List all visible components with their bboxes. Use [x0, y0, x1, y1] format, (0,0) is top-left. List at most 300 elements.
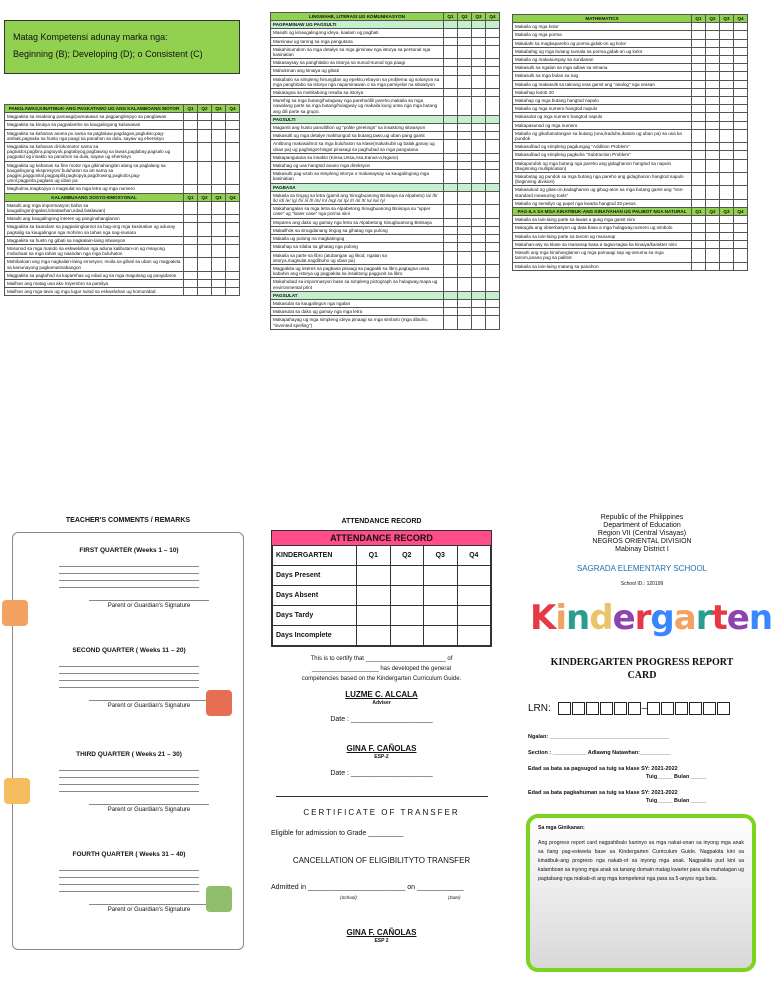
grade-cell[interactable]	[444, 89, 458, 97]
grade-cell[interactable]	[692, 129, 706, 142]
grade-cell[interactable]	[692, 199, 706, 207]
grade-cell[interactable]	[198, 121, 212, 129]
grade-cell[interactable]	[212, 121, 226, 129]
grade-cell[interactable]	[458, 308, 472, 316]
grade-cell[interactable]	[458, 89, 472, 97]
grade-cell[interactable]	[486, 264, 500, 277]
grade-cell[interactable]	[444, 218, 458, 226]
grade-cell[interactable]	[226, 236, 240, 244]
grade-cell[interactable]	[472, 162, 486, 170]
remark-line[interactable]	[59, 574, 199, 581]
grade-cell[interactable]	[444, 243, 458, 251]
grade-cell[interactable]	[472, 170, 486, 183]
grade-cell[interactable]	[212, 258, 226, 271]
grade-cell[interactable]	[720, 80, 734, 88]
grade-cell[interactable]	[198, 215, 212, 223]
grade-cell[interactable]	[720, 186, 734, 199]
grade-cell[interactable]	[472, 153, 486, 161]
grade-cell[interactable]	[486, 140, 500, 153]
grade-cell[interactable]	[444, 37, 458, 45]
grade-cell[interactable]	[444, 226, 458, 234]
grade-cell[interactable]	[720, 199, 734, 207]
grade-cell[interactable]	[444, 278, 458, 291]
remark-line[interactable]	[59, 885, 199, 892]
grade-cell[interactable]	[212, 245, 226, 258]
grade-cell[interactable]	[706, 159, 720, 172]
grade-cell[interactable]	[226, 288, 240, 296]
grade-cell[interactable]	[486, 75, 500, 88]
grade-cell[interactable]	[444, 251, 458, 264]
grade-cell[interactable]	[720, 216, 734, 224]
grade-cell[interactable]	[212, 143, 226, 162]
grade-cell[interactable]	[692, 47, 706, 55]
attendance-cell[interactable]	[457, 566, 491, 586]
grade-cell[interactable]	[720, 97, 734, 105]
grade-cell[interactable]	[198, 271, 212, 279]
grade-cell[interactable]	[458, 170, 472, 183]
grade-cell[interactable]	[472, 124, 486, 132]
remark-line[interactable]	[59, 667, 199, 674]
grade-cell[interactable]	[720, 47, 734, 55]
grade-cell[interactable]	[198, 223, 212, 236]
grade-cell[interactable]	[212, 113, 226, 121]
grade-cell[interactable]	[692, 232, 706, 240]
grade-cell[interactable]	[486, 235, 500, 243]
grade-cell[interactable]	[444, 316, 458, 329]
grade-cell[interactable]	[692, 173, 706, 186]
eligible-grade-field[interactable]: Eligible for admission to Grade _________	[271, 830, 404, 837]
grade-cell[interactable]	[734, 129, 748, 142]
grade-cell[interactable]	[720, 159, 734, 172]
grade-cell[interactable]	[734, 159, 748, 172]
grade-cell[interactable]	[472, 132, 486, 140]
guardian-signature-2[interactable]: Parent or Guardian's Signature	[89, 700, 209, 709]
grade-cell[interactable]	[486, 37, 500, 45]
grade-cell[interactable]	[692, 88, 706, 96]
remark-line[interactable]	[59, 681, 199, 688]
grade-cell[interactable]	[692, 186, 706, 199]
attendance-cell[interactable]	[357, 606, 391, 626]
grade-cell[interactable]	[444, 153, 458, 161]
grade-cell[interactable]	[706, 249, 720, 262]
grade-cell[interactable]	[184, 215, 198, 223]
grade-cell[interactable]	[472, 308, 486, 316]
remark-line[interactable]	[59, 878, 199, 885]
grade-cell[interactable]	[472, 97, 486, 116]
grade-cell[interactable]	[486, 316, 500, 329]
grade-cell[interactable]	[458, 226, 472, 234]
grade-cell[interactable]	[734, 39, 748, 47]
grade-cell[interactable]	[706, 121, 720, 129]
grade-cell[interactable]	[472, 235, 486, 243]
attendance-cell[interactable]	[457, 586, 491, 606]
grade-cell[interactable]	[184, 236, 198, 244]
grade-cell[interactable]	[720, 129, 734, 142]
grade-cell[interactable]	[198, 280, 212, 288]
grade-cell[interactable]	[486, 218, 500, 226]
grade-cell[interactable]	[212, 129, 226, 142]
grade-cell[interactable]	[472, 191, 486, 204]
grade-cell[interactable]	[720, 151, 734, 159]
grade-cell[interactable]	[720, 240, 734, 248]
grade-cell[interactable]	[444, 235, 458, 243]
grade-cell[interactable]	[458, 124, 472, 132]
grade-cell[interactable]	[486, 124, 500, 132]
grade-cell[interactable]	[486, 170, 500, 183]
grade-cell[interactable]	[692, 97, 706, 105]
grade-cell[interactable]	[444, 299, 458, 307]
grade-cell[interactable]	[706, 80, 720, 88]
esp-date[interactable]: Date : _____________________	[330, 770, 433, 777]
grade-cell[interactable]	[226, 223, 240, 236]
grade-cell[interactable]	[720, 23, 734, 31]
grade-cell[interactable]	[706, 88, 720, 96]
grade-cell[interactable]	[212, 223, 226, 236]
grade-cell[interactable]	[734, 47, 748, 55]
grade-cell[interactable]	[198, 143, 212, 162]
grade-cell[interactable]	[692, 72, 706, 80]
grade-cell[interactable]	[226, 258, 240, 271]
grade-cell[interactable]	[692, 151, 706, 159]
grade-cell[interactable]	[706, 151, 720, 159]
remark-line[interactable]	[59, 871, 199, 878]
grade-cell[interactable]	[706, 129, 720, 142]
grade-cell[interactable]	[444, 59, 458, 67]
guardian-signature-1[interactable]: Parent or Guardian's Signature	[89, 600, 209, 609]
grade-cell[interactable]	[706, 143, 720, 151]
grade-cell[interactable]	[720, 173, 734, 186]
grade-cell[interactable]	[720, 88, 734, 96]
grade-cell[interactable]	[184, 223, 198, 236]
grade-cell[interactable]	[734, 31, 748, 39]
grade-cell[interactable]	[458, 278, 472, 291]
grade-cell[interactable]	[706, 186, 720, 199]
grade-cell[interactable]	[734, 151, 748, 159]
grade-cell[interactable]	[444, 45, 458, 58]
grade-cell[interactable]	[444, 264, 458, 277]
grade-cell[interactable]	[486, 153, 500, 161]
grade-cell[interactable]	[226, 215, 240, 223]
grade-cell[interactable]	[734, 249, 748, 262]
grade-cell[interactable]	[226, 143, 240, 162]
grade-cell[interactable]	[212, 236, 226, 244]
grade-cell[interactable]	[458, 67, 472, 75]
grade-cell[interactable]	[486, 45, 500, 58]
grade-cell[interactable]	[458, 29, 472, 37]
grade-cell[interactable]	[692, 64, 706, 72]
grade-cell[interactable]	[706, 97, 720, 105]
grade-cell[interactable]	[444, 191, 458, 204]
attendance-cell[interactable]	[390, 606, 424, 626]
grade-cell[interactable]	[212, 201, 226, 214]
grade-cell[interactable]	[692, 121, 706, 129]
grade-cell[interactable]	[706, 31, 720, 39]
grade-cell[interactable]	[706, 72, 720, 80]
grade-cell[interactable]	[706, 47, 720, 55]
adviser-date[interactable]: Date : _____________________	[330, 716, 433, 723]
grade-cell[interactable]	[692, 80, 706, 88]
grade-cell[interactable]	[212, 161, 226, 185]
grade-cell[interactable]	[458, 264, 472, 277]
grade-cell[interactable]	[226, 113, 240, 121]
grade-cell[interactable]	[458, 205, 472, 218]
grade-cell[interactable]	[198, 201, 212, 214]
grade-cell[interactable]	[184, 113, 198, 121]
attendance-cell[interactable]	[357, 566, 391, 586]
grade-cell[interactable]	[472, 37, 486, 45]
grade-cell[interactable]	[720, 64, 734, 72]
grade-cell[interactable]	[486, 29, 500, 37]
grade-cell[interactable]	[692, 56, 706, 64]
grade-cell[interactable]	[706, 224, 720, 232]
grade-cell[interactable]	[734, 232, 748, 240]
grade-cell[interactable]	[184, 288, 198, 296]
grade-cell[interactable]	[706, 240, 720, 248]
attendance-cell[interactable]	[390, 566, 424, 586]
grade-cell[interactable]	[734, 199, 748, 207]
grade-cell[interactable]	[198, 113, 212, 121]
grade-cell[interactable]	[198, 129, 212, 142]
grade-cell[interactable]	[198, 161, 212, 185]
grade-cell[interactable]	[486, 59, 500, 67]
grade-cell[interactable]	[198, 236, 212, 244]
grade-cell[interactable]	[458, 218, 472, 226]
grade-cell[interactable]	[706, 105, 720, 113]
grade-cell[interactable]	[706, 173, 720, 186]
grade-cell[interactable]	[458, 59, 472, 67]
grade-cell[interactable]	[692, 159, 706, 172]
grade-cell[interactable]	[734, 97, 748, 105]
guardian-signature-3[interactable]: Parent or Guardian's Signature	[89, 804, 209, 813]
grade-cell[interactable]	[472, 316, 486, 329]
grade-cell[interactable]	[706, 262, 720, 270]
grade-cell[interactable]	[472, 264, 486, 277]
grade-cell[interactable]	[184, 258, 198, 271]
attendance-cell[interactable]	[457, 626, 491, 646]
grade-cell[interactable]	[720, 121, 734, 129]
remark-line[interactable]	[59, 581, 199, 588]
grade-cell[interactable]	[444, 124, 458, 132]
grade-cell[interactable]	[226, 121, 240, 129]
grade-cell[interactable]	[184, 185, 198, 193]
grade-cell[interactable]	[444, 205, 458, 218]
grade-cell[interactable]	[472, 29, 486, 37]
grade-cell[interactable]	[458, 75, 472, 88]
attendance-cell[interactable]	[457, 606, 491, 626]
grade-cell[interactable]	[734, 23, 748, 31]
grade-cell[interactable]	[458, 140, 472, 153]
grade-cell[interactable]	[226, 271, 240, 279]
grade-cell[interactable]	[734, 80, 748, 88]
grade-cell[interactable]	[198, 245, 212, 258]
grade-cell[interactable]	[692, 262, 706, 270]
grade-cell[interactable]	[706, 39, 720, 47]
grade-cell[interactable]	[734, 72, 748, 80]
grade-cell[interactable]	[734, 88, 748, 96]
grade-cell[interactable]	[184, 161, 198, 185]
attendance-cell[interactable]	[424, 626, 458, 646]
grade-cell[interactable]	[472, 218, 486, 226]
remark-line[interactable]	[59, 560, 199, 567]
grade-cell[interactable]	[472, 89, 486, 97]
grade-cell[interactable]	[472, 251, 486, 264]
grade-cell[interactable]	[692, 23, 706, 31]
grade-cell[interactable]	[472, 140, 486, 153]
grade-cell[interactable]	[734, 121, 748, 129]
grade-cell[interactable]	[444, 75, 458, 88]
grade-cell[interactable]	[184, 201, 198, 214]
lrn-field[interactable]: LRN: –	[528, 702, 731, 715]
grade-cell[interactable]	[458, 162, 472, 170]
grade-cell[interactable]	[212, 288, 226, 296]
grade-cell[interactable]	[184, 121, 198, 129]
grade-cell[interactable]	[734, 173, 748, 186]
grade-cell[interactable]	[184, 143, 198, 162]
grade-cell[interactable]	[692, 249, 706, 262]
grade-cell[interactable]	[734, 113, 748, 121]
grade-cell[interactable]	[734, 143, 748, 151]
grade-cell[interactable]	[458, 153, 472, 161]
grade-cell[interactable]	[720, 72, 734, 80]
grade-cell[interactable]	[458, 37, 472, 45]
grade-cell[interactable]	[472, 75, 486, 88]
grade-cell[interactable]	[198, 185, 212, 193]
grade-cell[interactable]	[720, 224, 734, 232]
remark-line[interactable]	[59, 778, 199, 785]
remark-line[interactable]	[59, 567, 199, 574]
grade-cell[interactable]	[486, 251, 500, 264]
grade-cell[interactable]	[706, 113, 720, 121]
grade-cell[interactable]	[458, 191, 472, 204]
grade-cell[interactable]	[706, 64, 720, 72]
grade-cell[interactable]	[444, 132, 458, 140]
grade-cell[interactable]	[184, 129, 198, 142]
grade-cell[interactable]	[486, 243, 500, 251]
grade-cell[interactable]	[472, 226, 486, 234]
grade-cell[interactable]	[720, 262, 734, 270]
grade-cell[interactable]	[458, 316, 472, 329]
grade-cell[interactable]	[458, 235, 472, 243]
grade-cell[interactable]	[486, 191, 500, 204]
remark-line[interactable]	[59, 785, 199, 792]
grade-cell[interactable]	[692, 224, 706, 232]
grade-cell[interactable]	[692, 31, 706, 39]
grade-cell[interactable]	[486, 299, 500, 307]
grade-cell[interactable]	[734, 105, 748, 113]
grade-cell[interactable]	[734, 240, 748, 248]
attendance-cell[interactable]	[424, 586, 458, 606]
grade-cell[interactable]	[706, 56, 720, 64]
attendance-cell[interactable]	[390, 586, 424, 606]
grade-cell[interactable]	[720, 56, 734, 64]
grade-cell[interactable]	[734, 186, 748, 199]
grade-cell[interactable]	[486, 226, 500, 234]
grade-cell[interactable]	[472, 67, 486, 75]
grade-cell[interactable]	[692, 240, 706, 248]
grade-cell[interactable]	[472, 205, 486, 218]
grade-cell[interactable]	[212, 280, 226, 288]
grade-cell[interactable]	[226, 129, 240, 142]
grade-cell[interactable]	[692, 105, 706, 113]
grade-cell[interactable]	[720, 31, 734, 39]
grade-cell[interactable]	[472, 278, 486, 291]
grade-cell[interactable]	[458, 45, 472, 58]
remark-line[interactable]	[59, 864, 199, 871]
grade-cell[interactable]	[458, 132, 472, 140]
grade-cell[interactable]	[226, 201, 240, 214]
grade-cell[interactable]	[720, 39, 734, 47]
grade-cell[interactable]	[692, 216, 706, 224]
grade-cell[interactable]	[212, 185, 226, 193]
grade-cell[interactable]	[486, 162, 500, 170]
section-field[interactable]: Section : ___________ Adlawng Natawhan:__________	[528, 750, 671, 756]
attendance-cell[interactable]	[424, 606, 458, 626]
grade-cell[interactable]	[692, 39, 706, 47]
remark-line[interactable]	[59, 771, 199, 778]
grade-cell[interactable]	[184, 245, 198, 258]
grade-cell[interactable]	[444, 140, 458, 153]
grade-cell[interactable]	[706, 216, 720, 224]
grade-cell[interactable]	[486, 67, 500, 75]
grade-cell[interactable]	[458, 243, 472, 251]
grade-cell[interactable]	[184, 271, 198, 279]
grade-cell[interactable]	[486, 308, 500, 316]
remark-line[interactable]	[59, 764, 199, 771]
grade-cell[interactable]	[706, 232, 720, 240]
grade-cell[interactable]	[486, 278, 500, 291]
grade-cell[interactable]	[458, 299, 472, 307]
grade-cell[interactable]	[226, 245, 240, 258]
grade-cell[interactable]	[226, 185, 240, 193]
grade-cell[interactable]	[212, 271, 226, 279]
grade-cell[interactable]	[472, 59, 486, 67]
grade-cell[interactable]	[692, 113, 706, 121]
grade-cell[interactable]	[734, 216, 748, 224]
grade-cell[interactable]	[486, 205, 500, 218]
grade-cell[interactable]	[444, 170, 458, 183]
grade-cell[interactable]	[198, 288, 212, 296]
edad-start-field[interactable]: Tuig_____ Bulan _____	[646, 774, 707, 780]
grade-cell[interactable]	[444, 162, 458, 170]
grade-cell[interactable]	[458, 97, 472, 116]
grade-cell[interactable]	[720, 105, 734, 113]
grade-cell[interactable]	[720, 113, 734, 121]
grade-cell[interactable]	[734, 64, 748, 72]
grade-cell[interactable]	[472, 299, 486, 307]
grade-cell[interactable]	[472, 243, 486, 251]
ngalan-field[interactable]: Ngalan: _______________________________________	[528, 734, 669, 740]
guardian-signature-4[interactable]: Parent or Guardian's Signature	[89, 904, 209, 913]
attendance-cell[interactable]	[357, 586, 391, 606]
grade-cell[interactable]	[226, 280, 240, 288]
grade-cell[interactable]	[734, 56, 748, 64]
grade-cell[interactable]	[444, 97, 458, 116]
grade-cell[interactable]	[720, 143, 734, 151]
grade-cell[interactable]	[734, 262, 748, 270]
attendance-cell[interactable]	[357, 626, 391, 646]
grade-cell[interactable]	[184, 280, 198, 288]
grade-cell[interactable]	[226, 161, 240, 185]
grade-cell[interactable]	[706, 199, 720, 207]
grade-cell[interactable]	[444, 308, 458, 316]
attendance-cell[interactable]	[424, 566, 458, 586]
grade-cell[interactable]	[706, 23, 720, 31]
attendance-cell[interactable]	[390, 626, 424, 646]
grade-cell[interactable]	[486, 89, 500, 97]
grade-cell[interactable]	[458, 251, 472, 264]
grade-cell[interactable]	[472, 45, 486, 58]
grade-cell[interactable]	[486, 97, 500, 116]
